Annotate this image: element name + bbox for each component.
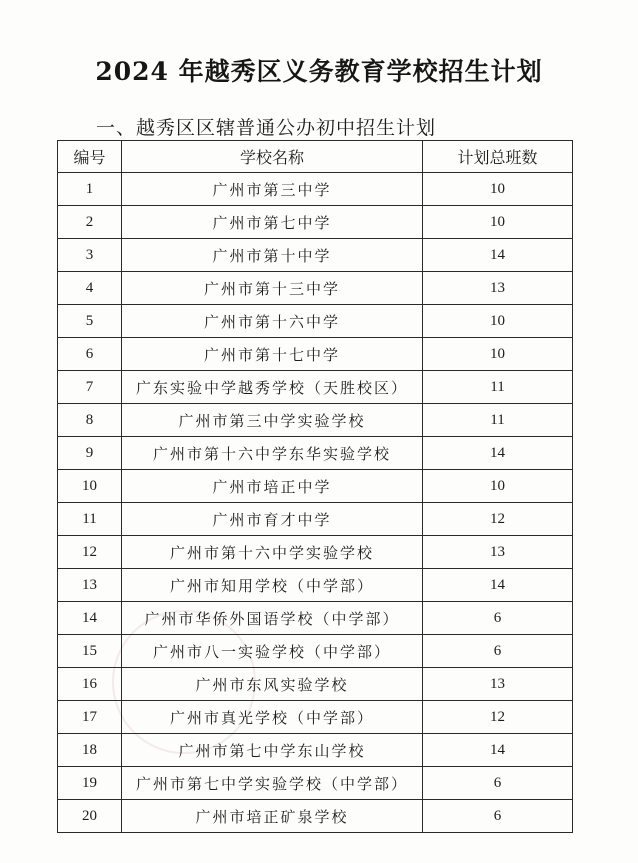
school-name: 广州市第七中学东山学校 [122,734,423,767]
class-count: 11 [423,371,573,404]
row-number: 17 [58,701,122,734]
row-number: 13 [58,569,122,602]
document-title: 2024 年越秀区义务教育学校招生计划 [95,57,543,86]
table-row [58,272,573,305]
table-row [58,536,573,569]
class-count: 10 [423,305,573,338]
table-row [58,767,573,800]
school-name: 广州市第十六中学实验学校 [122,536,423,569]
school-name: 广州市第三中学 [122,173,423,206]
class-count: 10 [423,206,573,239]
table-row [58,701,573,734]
row-number: 9 [58,437,122,470]
row-number: 8 [58,404,122,437]
row-number: 5 [58,305,122,338]
class-count: 6 [423,635,573,668]
row-number: 1 [58,173,122,206]
section-heading: 一、越秀区区辖普通公办初中招生计划 [96,117,437,139]
school-name: 广州市培正中学 [122,470,423,503]
header-number: 编号 [58,141,122,173]
table-row [58,305,573,338]
row-number: 20 [58,800,122,833]
class-count: 14 [423,734,573,767]
class-count: 12 [423,701,573,734]
class-count: 12 [423,503,573,536]
table-body [58,173,573,833]
school-name: 广州市八一实验学校（中学部） [122,635,423,668]
table-row [58,503,573,536]
table-row [58,602,573,635]
enrollment-table [57,140,573,833]
class-count: 13 [423,536,573,569]
class-count: 6 [423,800,573,833]
row-number: 6 [58,338,122,371]
class-count: 6 [423,602,573,635]
table-row [58,734,573,767]
table-header-row [58,141,573,173]
school-name: 广州市第十六中学东华实验学校 [122,437,423,470]
row-number: 16 [58,668,122,701]
row-number: 14 [58,602,122,635]
school-name: 广州市育才中学 [122,503,423,536]
table-row [58,206,573,239]
school-name: 广州市华侨外国语学校（中学部） [122,602,423,635]
school-name: 广州市第十六中学 [122,305,423,338]
row-number: 4 [58,272,122,305]
school-name: 广东实验中学越秀学校（天胜校区） [122,371,423,404]
class-count: 13 [423,668,573,701]
table-row [58,668,573,701]
table-row [58,569,573,602]
school-name: 广州市真光学校（中学部） [122,701,423,734]
row-number: 18 [58,734,122,767]
school-name: 广州市培正矿泉学校 [122,800,423,833]
class-count: 10 [423,470,573,503]
row-number: 19 [58,767,122,800]
class-count: 10 [423,338,573,371]
row-number: 10 [58,470,122,503]
school-name: 广州市东风实验学校 [122,668,423,701]
class-count: 14 [423,239,573,272]
table-row [58,635,573,668]
row-number: 15 [58,635,122,668]
table-row [58,800,573,833]
header-total-classes: 计划总班数 [423,141,573,173]
table-row [58,173,573,206]
table-row [58,437,573,470]
table-row [58,470,573,503]
school-name: 广州市第十中学 [122,239,423,272]
row-number: 11 [58,503,122,536]
school-name: 广州市知用学校（中学部） [122,569,423,602]
class-count: 11 [423,404,573,437]
row-number: 3 [58,239,122,272]
table-row [58,338,573,371]
school-name: 广州市第三中学实验学校 [122,404,423,437]
row-number: 7 [58,371,122,404]
table-row [58,239,573,272]
class-count: 10 [423,173,573,206]
class-count: 6 [423,767,573,800]
header-school-name: 学校名称 [122,141,423,173]
school-name: 广州市第七中学 [122,206,423,239]
row-number: 2 [58,206,122,239]
row-number: 12 [58,536,122,569]
class-count: 13 [423,272,573,305]
table-row [58,371,573,404]
school-name: 广州市第七中学实验学校（中学部） [122,767,423,800]
table-row [58,404,573,437]
school-name: 广州市第十三中学 [122,272,423,305]
school-name: 广州市第十七中学 [122,338,423,371]
class-count: 14 [423,437,573,470]
class-count: 14 [423,569,573,602]
